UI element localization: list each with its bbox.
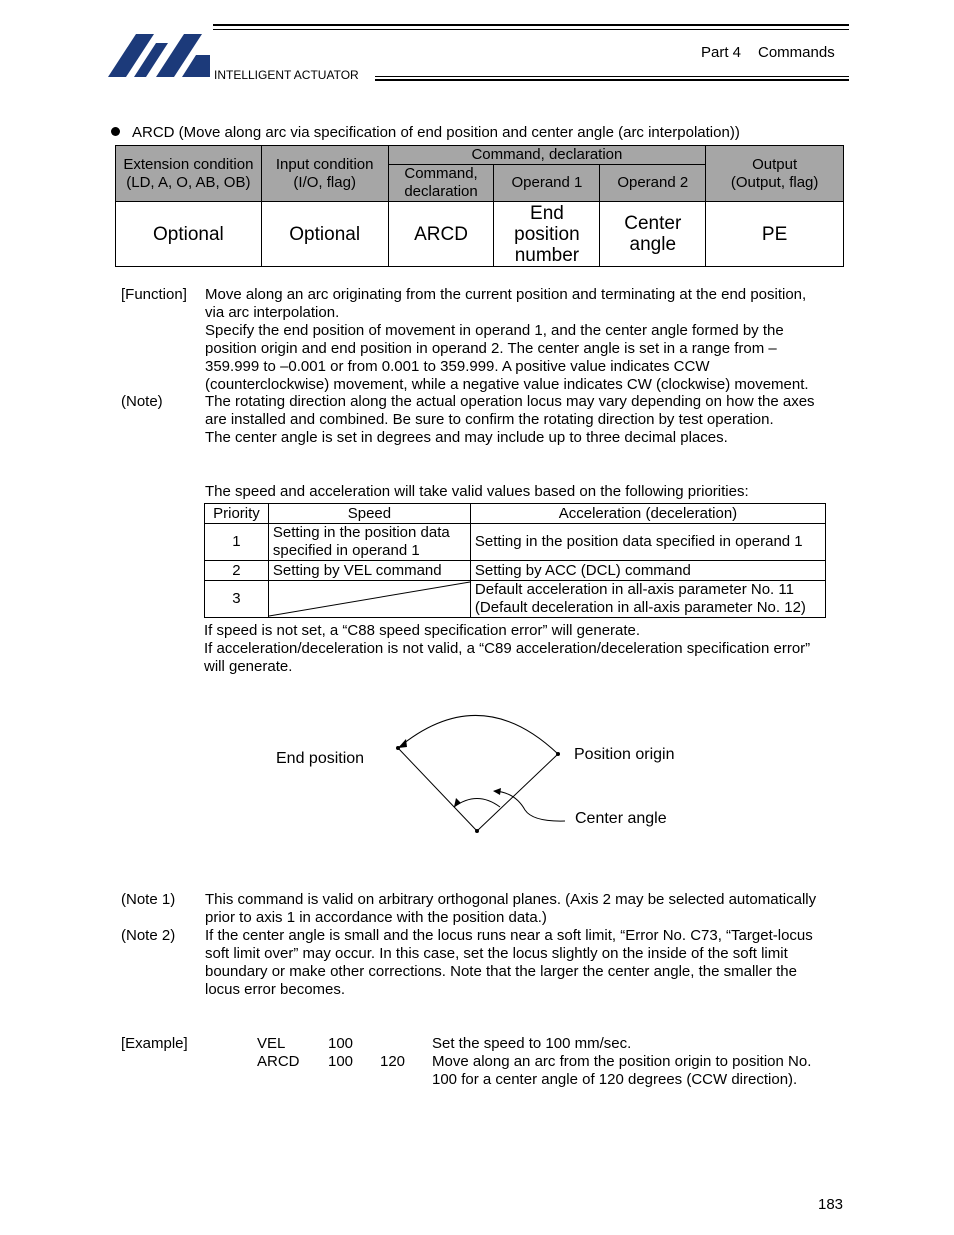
error-notes: If speed is not set, a “C88 speed specification error” will generate. If acceleration/deceleration is not valid, a “C89 acceleration/deceleration specification error” will generate. xyxy=(204,622,811,675)
cell-input: Optional xyxy=(261,202,388,267)
acc-cell: Setting in the position data specified in operand 1 xyxy=(470,524,825,561)
speed-cell-empty xyxy=(268,581,470,618)
diagonal-slash xyxy=(269,581,470,617)
example-desc: Move along an arc from the position origin to position No. 100 for a center angle of 120 degrees (CCW direction). xyxy=(432,1053,812,1088)
section-title: ARCD (Move along arc via specification of end position and center angle (arc interpolation)) xyxy=(132,124,740,141)
header-command: Command, declaration xyxy=(388,165,494,202)
priority-header-priority: Priority xyxy=(205,504,269,524)
priority-intro: The speed and acceleration will take valid values based on the following priorities: xyxy=(205,483,749,500)
priority-cell: 3 xyxy=(205,581,269,618)
header-rule-bottom xyxy=(375,79,849,81)
example-label: [Example] xyxy=(121,1035,188,1052)
note-label: (Note) xyxy=(121,393,163,410)
header-output: Output (Output, flag) xyxy=(706,146,844,202)
priority-table xyxy=(204,503,826,618)
header-section: Commands xyxy=(758,44,835,61)
iai-logo xyxy=(106,33,212,78)
acc-cell: Default acceleration in all-axis parameter No. 11 (Default deceleration in all-axis parameter No. 12) xyxy=(470,581,825,618)
header-input: Input condition (I/O, flag) xyxy=(261,146,388,202)
header-rule-bottom-thin xyxy=(375,76,849,77)
priority-cell: 1 xyxy=(205,524,269,561)
header-part: Part 4 xyxy=(701,44,742,61)
label-end-position: End position xyxy=(276,750,365,767)
brand-text: INTELLIGENT ACTUATOR xyxy=(214,68,359,82)
command-table xyxy=(115,145,844,267)
example-op1: 100 xyxy=(328,1035,354,1052)
note1-label: (Note 1) xyxy=(121,891,176,908)
speed-cell: Setting in the position data specified in operand 1 xyxy=(268,524,470,561)
cell-command: ARCD xyxy=(388,202,494,267)
label-position-origin: Position origin xyxy=(574,746,675,763)
example-op2: 120 xyxy=(380,1053,406,1070)
speed-cell: Setting by VEL command xyxy=(268,561,470,581)
header-extension: Extension condition (LD, A, O, AB, OB) xyxy=(116,146,262,202)
acc-cell: Setting by ACC (DCL) command xyxy=(470,561,825,581)
cell-operand1: End position number xyxy=(494,202,600,267)
cell-extension: Optional xyxy=(116,202,262,267)
cell-output: PE xyxy=(706,202,844,267)
function-text: Move along an arc originating from the current position and terminating at the end position, via arc interpolation. Specify the end position of movement in operand 1, and the center angle formed by the position origin and end position in operand 2. The center angle is set in a range from – 359.999 to –0.001 or from 0.001 to 359.999. A positive value indicates CCW (counterclockwise) movement, while a negative value indicates CW (clockwise) movement. xyxy=(205,286,809,393)
priority-cell: 2 xyxy=(205,561,269,581)
cell-operand2: Center angle xyxy=(600,202,706,267)
example-op1: 100 xyxy=(328,1053,354,1070)
header-command-group: Command, declaration xyxy=(388,146,706,165)
note2-text: If the center angle is small and the locus runs near a soft limit, “Error No. C73, “Target-locus soft limit over” may occur. In this case, set the locus slightly on the inside of the soft limit boundary or make other corrections. Note that the larger the center angle, the smaller the locus error becomes. xyxy=(205,927,813,998)
header-rule-top-thin xyxy=(213,29,849,30)
page-number: 183 xyxy=(818,1196,844,1213)
function-label: [Function] xyxy=(121,286,187,303)
priority-header-acc: Acceleration (deceleration) xyxy=(470,504,825,524)
header-rule-top xyxy=(213,24,849,26)
note2-label: (Note 2) xyxy=(121,927,176,944)
header-operand2: Operand 2 xyxy=(600,165,706,202)
label-center-angle: Center angle xyxy=(575,810,667,827)
example-desc: Set the speed to 100 mm/sec. xyxy=(432,1035,632,1052)
bullet-icon xyxy=(111,127,120,136)
header-operand1: Operand 1 xyxy=(494,165,600,202)
arc-diagram xyxy=(390,710,590,840)
example-cmd: VEL xyxy=(257,1035,286,1052)
note1-text: This command is valid on arbitrary orthogonal planes. (Axis 2 may be selected automatically prior to axis 1 in accordance with the position data.) xyxy=(205,891,817,926)
priority-header-speed: Speed xyxy=(268,504,470,524)
example-cmd: ARCD xyxy=(257,1053,300,1070)
note-text: The rotating direction along the actual operation locus may vary depending on how the axes are installed and combined. Be sure to confirm the rotating direction by test operation. The center angle is set in degrees and may include up to three decimal places. xyxy=(205,393,815,446)
